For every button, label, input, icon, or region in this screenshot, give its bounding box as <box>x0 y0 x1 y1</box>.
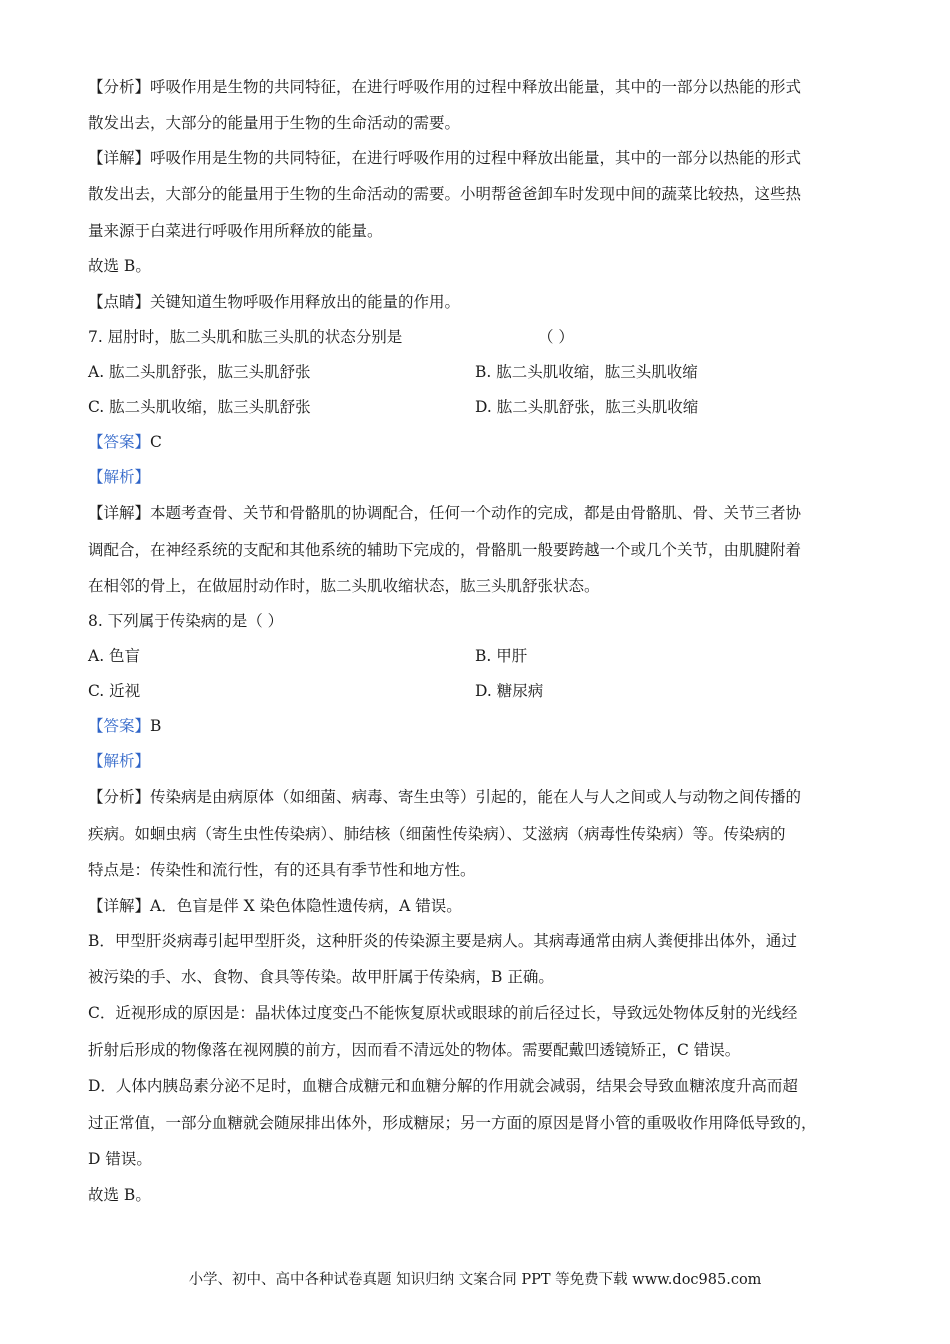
question-7-option-c: C. 肱二头肌收缩，肱三头肌舒张 <box>88 398 311 416</box>
question-7-answer <box>88 432 868 452</box>
detail-line-d: D．人体内胰岛素分泌不足时，血糖合成糖元和血糖分解的作用就会减弱，结果会导致血糖浓度升高而超 <box>88 1077 798 1095</box>
question-8-option-a: A. 色盲 <box>88 647 141 665</box>
detail-line: 量来源于白菜进行呼吸作用所释放的能量。 <box>88 222 383 240</box>
question-7-explain-tag: 【解析】 <box>88 468 151 486</box>
choose-line: 故选 B。 <box>88 1186 151 1204</box>
analysis-line: 散发出去，大部分的能量用于生物的生命活动的需要。 <box>88 114 461 132</box>
answer-value: C <box>150 433 162 451</box>
detail-line: 在相邻的骨上，在做屈肘动作时，肱二头肌收缩状态，肱三头肌舒张状态。 <box>88 577 600 595</box>
analysis-line: 【分析】呼吸作用是生物的共同特征，在进行呼吸作用的过程中释放出能量，其中的一部分以热能的形式 <box>88 78 802 96</box>
question-8-option-b: B. 甲肝 <box>475 647 528 665</box>
question-8-answer <box>88 716 868 736</box>
footer-text: 小学、初中、高中各种试卷真题 知识归纳 文案合同 PPT 等免费下载 www.doc985.com <box>188 1272 762 1288</box>
detail-line-b: 被污染的手、水、食物、食具等传染。故甲肝属于传染病，B 正确。 <box>88 968 554 986</box>
answer-value: B <box>150 717 162 735</box>
answer-tag: 【答案】 <box>88 717 151 735</box>
question-8-option-c: C. 近视 <box>88 682 141 700</box>
detail-line: 调配合，在神经系统的支配和其他系统的辅助下完成的，骨骼肌一般要跨越一个或几个关节，由肌腱附着 <box>88 541 802 559</box>
detail-line: 【详解】本题考查骨、关节和骨骼肌的协调配合，任何一个动作的完成，都是由骨骼肌、骨、关节三者协 <box>88 504 802 522</box>
detail-line-a: 【详解】A．色盲是伴 X 染色体隐性遗传病，A 错误。 <box>88 897 462 915</box>
detail-line: 散发出去，大部分的能量用于生物的生命活动的需要。小明帮爸爸卸车时发现中间的蔬菜比较热，这些热 <box>88 185 802 203</box>
detail-line-c: 折射后形成的物像落在视网膜的前方，因而看不清远处的物体。需要配戴凹透镜矫正，C 错误。 <box>88 1041 741 1059</box>
question-7-blank: （ ） <box>538 328 574 346</box>
question-7-option-a: A. 肱二头肌舒张，肱三头肌舒张 <box>88 363 311 381</box>
detail-line-d: 过正常值，一部分血糖就会随尿排出体外，形成糖尿；另一方面的原因是肾小管的重吸收作用降低导致的， <box>88 1114 817 1132</box>
detail-line-b: B．甲型肝炎病毒引起甲型肝炎，这种肝炎的传染源主要是病人。其病毒通常由病人粪便排出体外，通过 <box>88 932 797 950</box>
question-7-option-b: B. 肱二头肌收缩，肱三头肌收缩 <box>475 363 698 381</box>
analysis-line: 【分析】传染病是由病原体（如细菌、病毒、寄生虫等）引起的，能在人与人之间或人与动物之间传播的 <box>88 788 802 806</box>
question-8-explain-tag: 【解析】 <box>88 752 151 770</box>
detail-line-d: D 错误。 <box>88 1150 152 1168</box>
answer-tag: 【答案】 <box>88 433 151 451</box>
question-8-option-d: D. 糖尿病 <box>475 682 544 700</box>
detail-line-c: C．近视形成的原因是：晶状体过度变凸不能恢复原状或眼球的前后径过长，导致远处物体反射的光线经 <box>88 1004 798 1022</box>
analysis-line: 特点是：传染性和流行性，有的还具有季节性和地方性。 <box>88 861 476 879</box>
analysis-line: 疾病。如蛔虫病（寄生虫性传染病）、肺结核（细菌性传染病）、艾滋病（病毒性传染病）等。传染病的 <box>88 825 786 843</box>
choose-line: 故选 B。 <box>88 257 151 275</box>
detail-line: 【详解】呼吸作用是生物的共同特征，在进行呼吸作用的过程中释放出能量，其中的一部分以热能的形式 <box>88 149 802 167</box>
comment-line: 【点睛】关键知道生物呼吸作用释放出的能量的作用。 <box>88 293 461 311</box>
question-7-option-d: D. 肱二头肌舒张，肱三头肌收缩 <box>475 398 699 416</box>
question-8-stem: 8. 下列属于传染病的是（ ） <box>88 612 284 630</box>
question-7-stem: 7. 屈肘时，肱二头肌和肱三头肌的状态分别是 <box>88 328 403 346</box>
